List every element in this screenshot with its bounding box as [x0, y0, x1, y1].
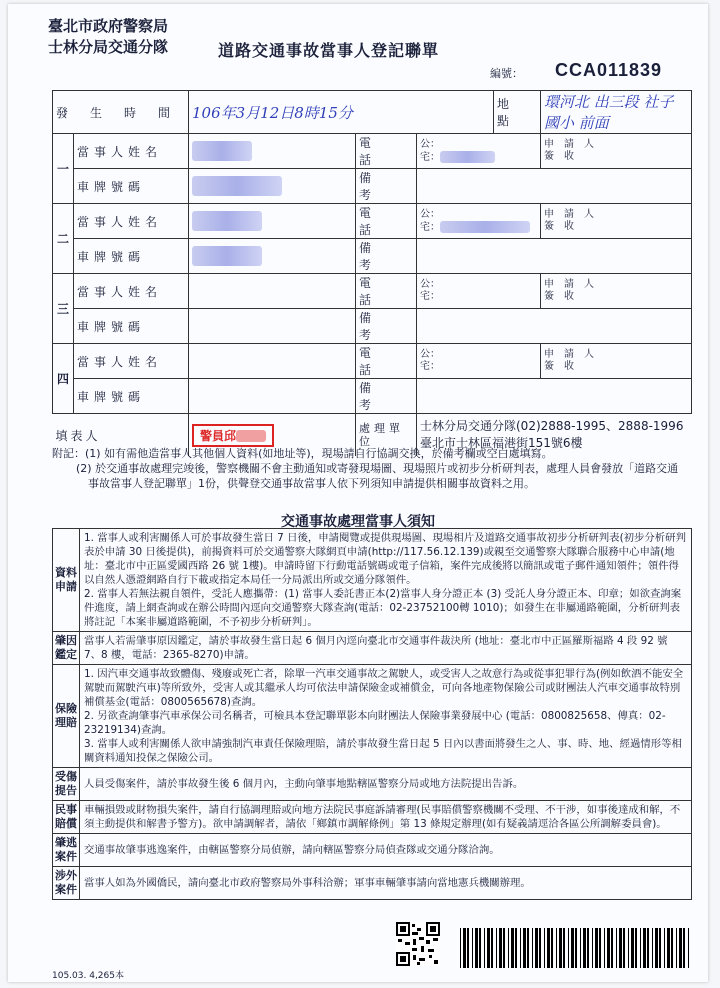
unit-label: 處理單位 — [356, 414, 417, 457]
handwritten-time[interactable]: 106年3月12日8時15分 — [192, 103, 353, 122]
name-field[interactable] — [189, 344, 356, 379]
row-key: 受傷提告 — [53, 768, 80, 801]
remark-field[interactable] — [417, 169, 692, 204]
remark-field[interactable] — [417, 309, 692, 344]
redacted-plate — [192, 246, 262, 266]
agency-name: 臺北市政府警察局 士林分局交通分隊 — [48, 17, 169, 56]
row-key: 肇因鑑定 — [53, 632, 80, 665]
plate-field[interactable] — [189, 309, 356, 344]
unit-address: 臺北市士林區福港街151號6樓 — [420, 436, 583, 450]
redacted-phone — [440, 151, 495, 163]
qr-code-icon — [396, 922, 440, 966]
party-number: 二 — [53, 204, 74, 274]
serial-label: 編號： — [490, 67, 523, 80]
time-label: 發 生 時 間 — [53, 91, 189, 134]
notice-table: 資料申請 1. 當事人或利害關係人可於事故發生當日 7 日後，申請閱覽或提供現場圖、現場相片及道路交通事故初步分析研判表(初步分析研判表於申請 30 日後提供)，前揭資料可於交通警察大隊網頁申請(http://117.56.12.139)或親至交通警察大隊聯合服務中心申請(地址：臺北市中正區愛國西路 26 號 1樓)。申請時留下行動電話號碼或電子信箱，案件完成後將以簡訊或電子郵件通知領件；領件得以自然人憑證網路自行下載或指定本局任一分局派出所或交通分隊領件。 2. 當事人若無法親自領件，受託人應攜帶：(1) 當事人委託書正本(2)當事人身分證正本 (3) 受託人身分證正本、印章；如欲查詢案件進度，請上網查詢或在辦公時間內逕向交通警察大隊查詢(電話：02-23752100轉 1010)；如發生在非屬通路範圍，分析研判表將註記「本案非屬道路範圍，不予初步分析研判」。 肇因鑑定 當事人若需肇事原因鑑定，請於事故發生當日起 6 個月內逕向臺北市交通事件裁決所 (地址：臺北市中正區羅斯福路 4 段 92 號 7、8 樓，電話：2365-8270)申請。 保險理賠 1. 因汽車交通事故致體傷、殘廢或死亡者，除單一汽車交通事故之駕駛人，或受害人之故意行為或從事犯罪行為(例如飲酒不能安全駕駛而駕駛汽車)等所致外，受害人或其繼承人均可依法申請保險金或補償金，可向各地產物保險公司或財團法人汽車交通事故特別補償基金(電話：0800565678)查詢。 2. 另欲查詢肇事汽車承保公司名稱者，可檢具本登記聯單影本向財團法人保險事業發展中心 (電話：0800825658、傳真：02-23219134)查詢。 3. 當事人或利害關係人欲申請強制汽車責任保險理賠，請於事故發生當日起 5 日內以書面將發生之人、事、時、地、經過情形等相關資料通知投保之保險公司。 受傷提告 人員受傷案件，請於事故發生後 6 個月內，主動向肇事地點轄區警察分局或地方法院提出告訴。 民事賠償 車輛損毀或財物損失案件，請自行協調理賠或向地方法院民事庭訴請審理(民事賠償警察機關不受理、不干涉，如事後達成和解，不須主動提供和解書予警方)。欲申請調解者，請依「鄉鎮市調解條例」第 13 條規定辦理(如有疑義請逕洽各區公所調解委員會)。 肇逃案件 交通事故肇事逃逸案件，由轄區警察分局偵辦，請向轄區警察分局偵查隊或交通分隊洽詢。 涉外案件 當事人如為外國僑民，請向臺北市政府警察局外事科洽辦；軍事車輛肇事請向當地憲兵機關辦理。 — [52, 528, 692, 900]
plate-label: 車牌號碼 — [74, 169, 189, 204]
plate-field[interactable] — [189, 379, 356, 414]
row-key: 民事賠償 — [53, 801, 80, 834]
form-paper — [8, 4, 708, 982]
remark-field[interactable] — [417, 379, 692, 414]
form-title: 道路交通事故當事人登記聯單 — [218, 41, 440, 60]
name-label: 當事人姓名 — [74, 134, 189, 169]
filler-label: 填表人 — [53, 414, 189, 457]
redacted-name — [192, 211, 262, 231]
party-number: 一 — [53, 134, 74, 204]
barcode-icon — [460, 928, 692, 968]
unit-phone: 士林分局交通分隊(02)2888-1995、2888-1996 — [420, 419, 684, 433]
officer-stamp: 警員邱 — [192, 424, 274, 447]
redacted-name — [192, 141, 252, 161]
name-field[interactable] — [189, 274, 356, 309]
party-number: 三 — [53, 274, 74, 344]
remark-field[interactable] — [417, 239, 692, 274]
redacted-phone — [440, 221, 530, 233]
row-key: 肇逃案件 — [53, 834, 80, 867]
party-number: 四 — [53, 344, 74, 414]
handwritten-place[interactable]: 環河北 出三段 社子國小 前面 — [544, 93, 674, 132]
party-grid: 發 生 時 間 106年3月12日8時15分 地 點 環河北 出三段 社子國小 前面 一 當事人姓名 電 話 公： 宅： 申 請 人 簽 收 車牌號碼 備 考 二 當事人姓名 電 話 公： 宅： 申 請 人 簽 收 車牌號碼 備 考 三 當事人姓名 電 話 公： 宅： 申 請 人 簽 收 車牌號碼 備 考 四 當事人姓名 電 話 公： 宅： 申 請 人 簽 收 車牌號碼 備 考 填表人 警員邱 處理單位 士林分局交通分隊(02)2888-1995、2888-1996 臺北市士林區福港街151號6樓 — [52, 90, 692, 456]
notes: 附記：(1) 如有需他造當事人其他個人資料(如地址等)，現場請自行協調交換，於備考欄或空白處填寫。 (2) 於交通事故處理完竣後，警察機關不會主動通知或寄發現場圖、現場照片或初步分析研判表，處理人員會發放「道路交通事故當事人登記聯單」1份，供聲登交通事故當事人依下列須知申請提供相關事故資料之用。 — [52, 447, 679, 490]
serial-number: CCA011839 — [555, 60, 663, 80]
redacted-plate — [192, 176, 282, 196]
notice-title: 交通事故處理當事人須知 — [281, 514, 435, 530]
place-label: 地 點 — [494, 91, 541, 134]
row-key: 保險理賠 — [53, 665, 80, 768]
row-key: 涉外案件 — [53, 867, 80, 900]
row-key: 資料申請 — [53, 529, 80, 632]
print-code: 105.03. 4,265本 — [52, 971, 124, 981]
